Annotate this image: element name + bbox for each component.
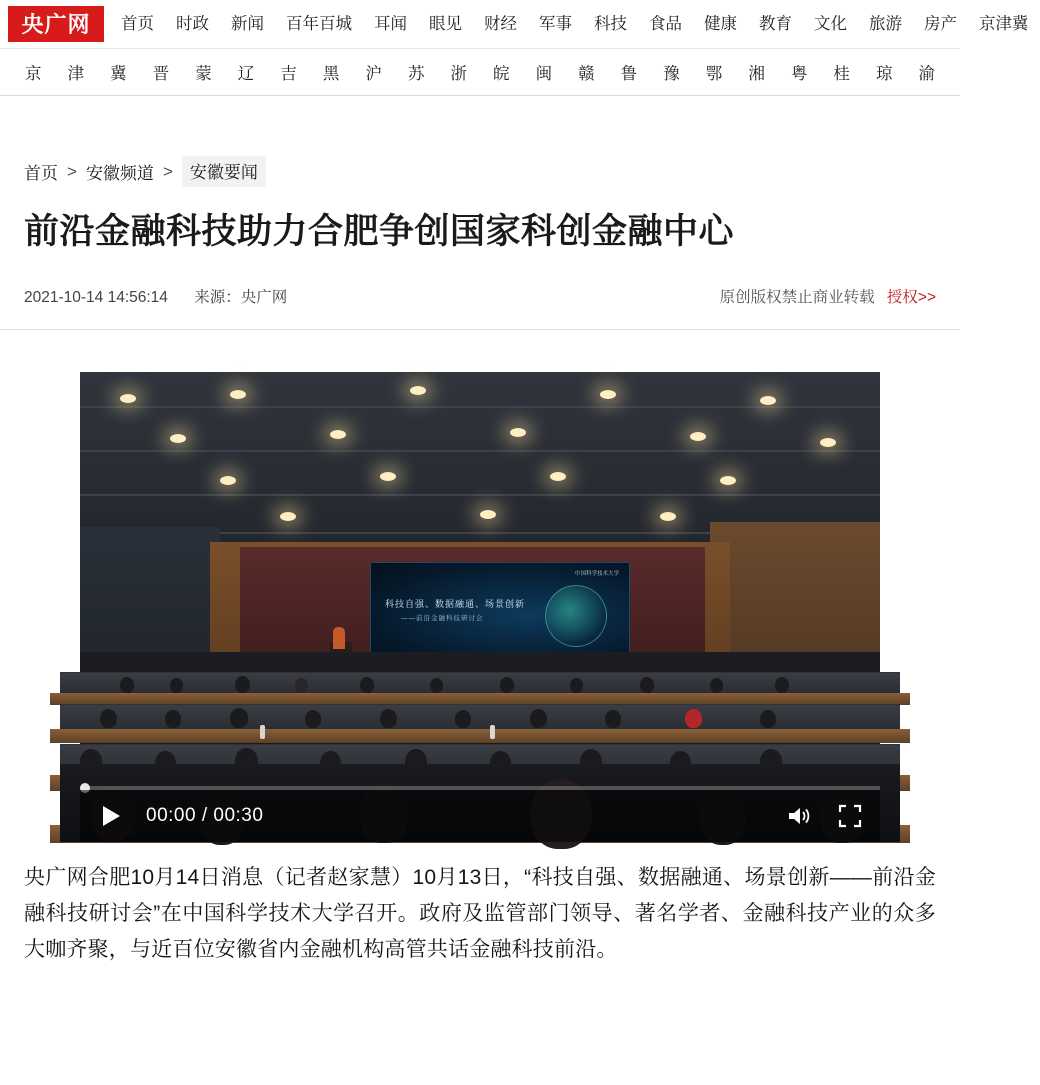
audience-row (60, 704, 900, 740)
province-item-yue[interactable]: 粤 (790, 65, 808, 83)
play-triangle (103, 806, 120, 826)
slide-headline: 科技自强、数据融通、场景创新 (385, 598, 526, 609)
province-item-yu[interactable]: 豫 (663, 65, 680, 83)
province-navigation-bar (0, 48, 960, 96)
breadcrumb (24, 156, 936, 187)
nav-item-military[interactable]: 军事 (539, 14, 572, 33)
breadcrumb-home[interactable]: 首页 (24, 164, 58, 183)
nav-item-news[interactable]: 新闻 (231, 14, 264, 33)
slide-subhead: ——前沿金融科技研讨会 (401, 614, 484, 622)
nav-item-education[interactable]: 教育 (759, 14, 792, 33)
article-meta (24, 285, 936, 329)
article-wrapper (0, 156, 960, 329)
province-item-jing[interactable]: 京 (25, 65, 42, 83)
nav-item-home[interactable]: 首页 (121, 14, 154, 33)
nav-item-yanjian[interactable]: 眼见 (429, 14, 462, 33)
province-item-liao[interactable]: 辽 (237, 65, 255, 83)
province-item-jin[interactable]: 津 (67, 65, 85, 83)
video-controls (80, 790, 880, 842)
authorize-link[interactable]: 授权>> (886, 288, 936, 306)
article-meta-left (24, 285, 287, 307)
province-item-wan[interactable]: 皖 (493, 65, 510, 83)
province-item-meng[interactable]: 蒙 (195, 65, 212, 83)
article-body-paragraph: 央广网合肥10月14日消息（记者赵家慧）10月13日，“科技自强、数据融通、场景创新——前沿金融科技研讨会”在中国科学技术大学召开。政府及监管部门领导、著名学者、金融科技产业的众多大咖齐聚，与近百位安徽省内金融机构高管共话金融科技前沿。 (24, 865, 936, 961)
province-item-jinn[interactable]: 晋 (152, 65, 170, 83)
fullscreen-icon[interactable] (838, 804, 862, 828)
slide-brand: 中国科学技术大学 (574, 570, 619, 577)
province-item-xiang[interactable]: 湘 (748, 65, 765, 83)
province-item-su[interactable]: 苏 (407, 65, 425, 83)
source-label: 来源： (194, 288, 241, 306)
breadcrumb-separator-1: > (67, 161, 77, 181)
copyright-text: 原创版权禁止商业转载 (719, 288, 875, 306)
nav-item-technology[interactable]: 科技 (594, 14, 627, 33)
breadcrumb-column[interactable]: 安徽要闻 (182, 156, 266, 187)
nav-item-realestate[interactable]: 房产 (924, 14, 957, 33)
breadcrumb-separator-2: > (162, 161, 173, 181)
nav-item-hundred-cities[interactable]: 百年百城 (286, 14, 352, 33)
video-player-area (0, 372, 960, 842)
province-item-jilin[interactable]: 吉 (280, 65, 297, 83)
province-item-gan[interactable]: 赣 (578, 65, 595, 83)
nav-item-food[interactable]: 食品 (649, 14, 682, 33)
province-item-gui[interactable]: 桂 (833, 65, 850, 83)
slide-globe-graphic (545, 585, 607, 647)
nav-item-jingjinji[interactable]: 京津冀 (979, 14, 1029, 33)
province-item-hei[interactable]: 黑 (322, 65, 340, 83)
breadcrumb-channel[interactable]: 安徽频道 (85, 164, 154, 183)
nav-item-politics[interactable]: 时政 (176, 14, 209, 33)
province-item-e[interactable]: 鄂 (705, 65, 723, 83)
site-logo[interactable]: 央广网 (8, 6, 104, 42)
nav-item-health[interactable]: 健康 (704, 14, 737, 33)
nav-item-travel[interactable]: 旅游 (869, 14, 902, 33)
speaker-person (333, 627, 345, 649)
province-item-qiong[interactable]: 琼 (875, 65, 893, 83)
province-item-yuchongqing[interactable]: 渝 (918, 65, 935, 83)
copyright-notice (720, 285, 936, 307)
publish-datetime: 2021-10-14 14:56:14 (24, 288, 168, 306)
nav-item-culture[interactable]: 文化 (814, 14, 847, 33)
video-frame-image (80, 372, 880, 842)
audience-row (60, 672, 900, 702)
province-item-zhe[interactable]: 浙 (450, 65, 467, 83)
video-controls-right (786, 804, 862, 828)
page-title: 前沿金融科技助力合肥争创国家科创金融中心 (24, 212, 735, 251)
province-item-hu[interactable]: 沪 (365, 65, 382, 83)
top-navigation-bar (0, 0, 1029, 48)
meta-divider (0, 329, 960, 330)
video-time-display: 00:00 / 00:30 (146, 804, 264, 826)
top-nav-items (110, 0, 1040, 48)
play-icon[interactable] (98, 803, 124, 829)
video-player[interactable] (80, 372, 880, 842)
nav-item-erwen[interactable]: 耳闻 (374, 14, 407, 33)
province-item-lu[interactable]: 鲁 (620, 65, 638, 83)
province-item-min[interactable]: 闽 (535, 65, 553, 83)
source-name: 央广网 (240, 288, 288, 306)
province-item-ji[interactable]: 冀 (110, 65, 127, 83)
volume-icon[interactable] (786, 805, 812, 827)
nav-item-finance[interactable]: 财经 (484, 14, 517, 33)
